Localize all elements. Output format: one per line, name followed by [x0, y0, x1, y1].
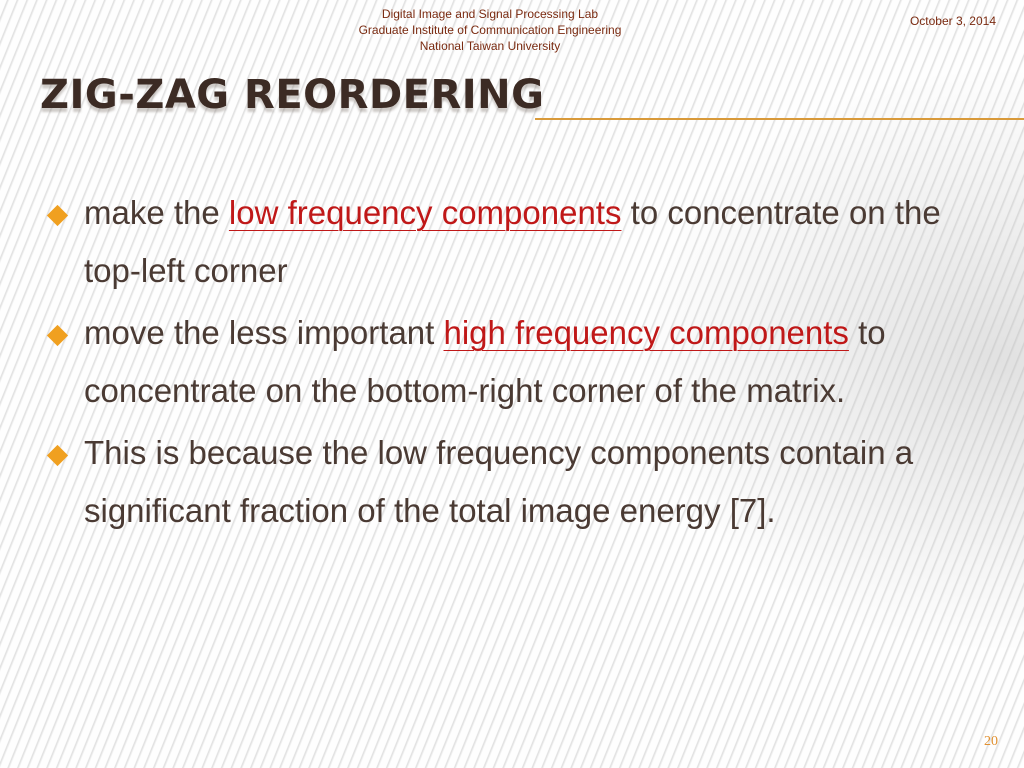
slide-header	[280, 6, 700, 54]
page-number: 20	[984, 734, 998, 749]
slide-date: October 3, 2014	[909, 14, 996, 28]
header-university: National Taiwan University	[419, 39, 561, 53]
diamond-bullet-icon	[47, 325, 68, 346]
header-institute: Graduate Institute of Communication Engineering	[358, 23, 622, 37]
bullet-text: to concentrate on the bottom-right corner of the matrix.	[84, 314, 886, 409]
bullet-text: make the	[84, 194, 229, 231]
bullet-text: This is because the low frequency components contain a significant fraction of the total image energy [7].	[84, 434, 914, 529]
diamond-bullet-icon	[47, 205, 68, 226]
bullet-item	[44, 424, 994, 540]
bullet-text: to concentrate on the top-left corner	[84, 194, 941, 289]
title-underline-rule	[535, 118, 1024, 120]
diamond-bullet-icon	[47, 445, 68, 466]
bullet-text: move the less important	[84, 314, 444, 351]
header-lab: Digital Image and Signal Processing Lab	[381, 7, 599, 21]
highlighted-term: low frequency components	[228, 194, 622, 231]
bullet-item	[44, 184, 994, 300]
bullet-item	[44, 304, 994, 420]
bullet-list	[44, 184, 994, 544]
slide-title: ZIG-ZAG REORDERING	[40, 72, 545, 118]
highlighted-term: high frequency components	[443, 314, 849, 351]
